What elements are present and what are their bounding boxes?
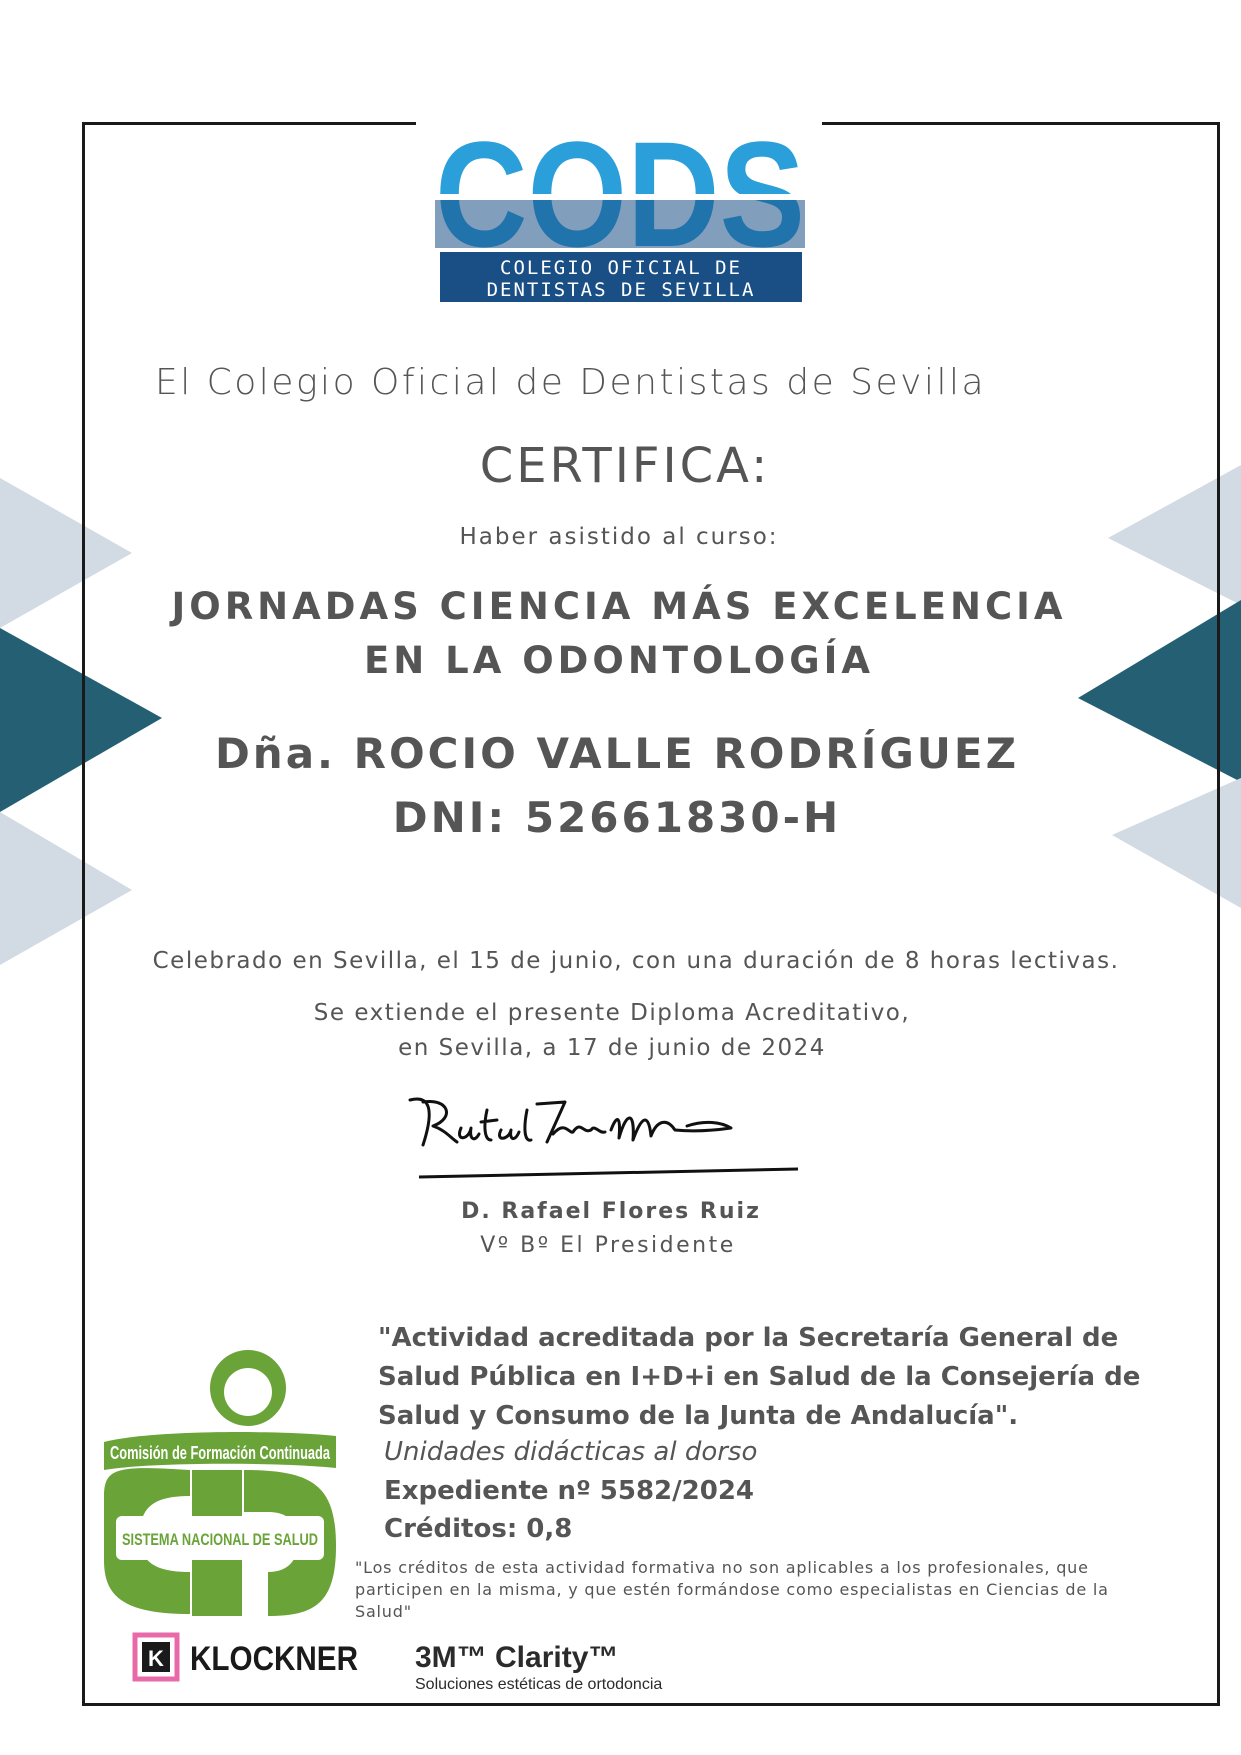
- attendee-block: [0, 722, 1234, 850]
- course-title: [0, 580, 1238, 688]
- file-number: Expediente nº 5582/2024: [384, 1476, 755, 1506]
- cfc-top-text: Comisión de Formación Continuada: [110, 1443, 331, 1463]
- signature: [405, 1090, 805, 1190]
- logo-line-1: COLEGIO OFICIAL DE: [500, 257, 742, 279]
- attendee-name: Dña. ROCIO VALLE RODRÍGUEZ: [214, 729, 1020, 778]
- 3m-clarity-logo: [413, 1635, 713, 1695]
- logo-line-2: DENTISTAS DE SEVILLA: [486, 279, 756, 301]
- attendee-dni: DNI: 52661830-H: [392, 793, 842, 842]
- signature-line: [419, 1169, 798, 1177]
- signer-name: D. Rafael Flores Ruiz: [461, 1199, 761, 1224]
- cods-logo: [432, 118, 808, 304]
- cfc-logo: [100, 1346, 340, 1626]
- credits: Créditos: 0,8: [384, 1514, 573, 1544]
- issue-statement: [0, 996, 1224, 1066]
- course-intro: Haber asistido al curso:: [459, 524, 779, 550]
- accreditation-statement: "Actividad acreditada por la Secretaría General de Salud Pública en I+D+i en Salud de la Consejería de Salud y Consumo de la Junta de Andalucía".: [378, 1323, 1141, 1431]
- cfc-band-text: SISTEMA NACIONAL DE SALUD: [122, 1530, 318, 1549]
- 3m-clarity-tagline: Soluciones estéticas de ortodoncia: [415, 1676, 663, 1693]
- klockner-wordmark: KLOCKNER: [190, 1640, 358, 1678]
- issuer-intro: El Colegio Oficial de Dentistas de Sevilla: [154, 362, 987, 403]
- klockner-logo: [132, 1632, 364, 1684]
- certifica-heading: CERTIFICA:: [479, 438, 771, 494]
- didactic-units-note: Unidades didácticas al dorso: [384, 1437, 758, 1467]
- 3m-clarity-wordmark: 3M™ Clarity™: [415, 1641, 619, 1674]
- credits-disclaimer: "Los créditos de esta actividad formativa no son aplicables a los profesionales, que participen en la misma, y que estén formándose como especialistas en Ciencias de la Salud": [355, 1558, 1109, 1621]
- event-details: Celebrado en Sevilla, el 15 de junio, con una duración de 8 horas lectivas.: [152, 948, 1120, 974]
- course-title-line-1: JORNADAS CIENCIA MÁS EXCELENCIA: [171, 585, 1067, 628]
- course-title-line-2: EN LA ODONTOLOGÍA: [364, 639, 874, 682]
- issue-statement-line-1: Se extiende el presente Diploma Acreditativo,: [313, 1000, 911, 1026]
- issue-statement-line-2: en Sevilla, a 17 de junio de 2024: [398, 1035, 826, 1061]
- signer-role: Vº Bº El Presidente: [480, 1233, 736, 1258]
- svg-text:K: K: [148, 1646, 164, 1671]
